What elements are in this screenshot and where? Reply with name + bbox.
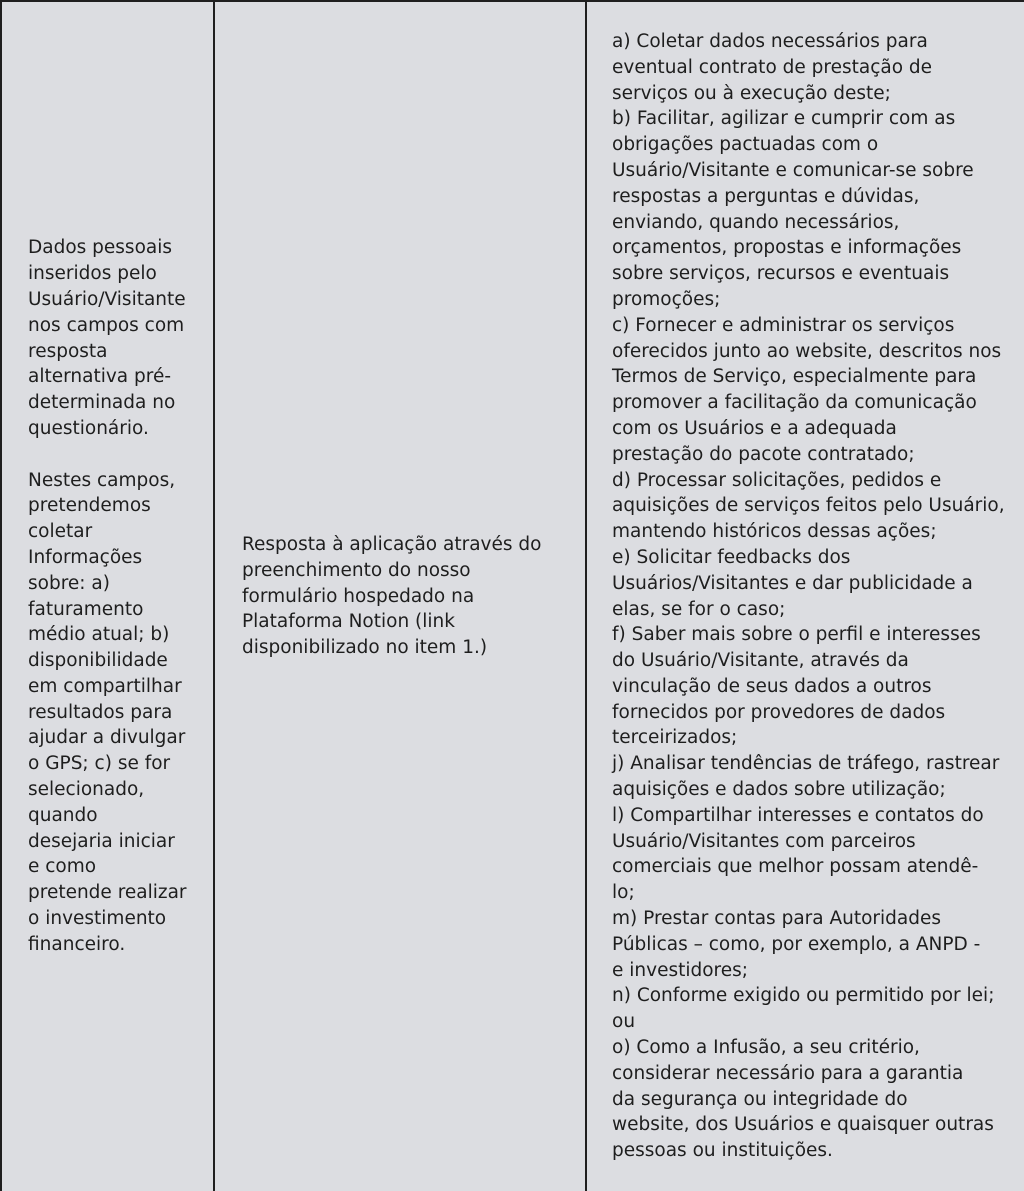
purpose-cell xyxy=(588,2,1024,1191)
purpose-text: a) Coletar dados necessários para eventual contrato de prestação de serviços ou à execução deste; b) Facilitar, agilizar e cumprir com as obrigações pactuadas com o Usuário/Visitante e comunicar-se sobre respostas a perguntas e dúvidas, enviando, quando necessários, orçamentos, propostas e informações sobre serviços, recursos e eventuais promoções; c) Fornecer e administrar os serviços oferecidos junto ao website, descritos nos Termos de Serviço, especialmente para promover a facilitação da comunicação com os Usuários e a adequada prestação do pacote contratado; d) Processar solicitações, pedidos e aquisições de serviços feitos pelo Usuário, mantendo históricos dessas ações; e) Solicitar feedbacks dos Usuários/Visitantes e dar publicidade a elas, se for o caso; f) Saber mais sobre o perfil e interesses do Usuário/Visitante, através da vinculação de seus dados a outros fornecidos por provedores de dados terceirizados; j) Analisar tendências de tráfego, rastrear aquisições e dados sobre utilização; l) Compartilhar interesses e contatos do Usuário/Visitantes com parceiros comerciais que melhor possam atendê- lo; m) Prestar contas para Autoridades Públicas – como, por exemplo, a ANPD - e investidores; n) Conforme exigido ou permitido por lei; ou o) Como a Infusão, a seu critério, considerar necessário para a garantia da segurança ou integridade do website, dos Usuários e quaisquer outras pessoas ou instituições. xyxy=(612,30,1005,1162)
data-type-text: Dados pessoais inseridos pelo Usuário/Visitante nos campos com resposta alternativa pré- determinada no questionário. Nestes campos, pretendemos coletar Informações sobre: a) faturamento médio atual; b) disponibilidade em compartilhar resultados para ajudar a divulgar o GPS; c) se for selecionado, quando desejaria iniciar e como pretende realizar o investimento financeiro. xyxy=(28,237,187,955)
collection-method-text: Resposta à aplicação através do preenchimento do nosso formulário hospedado na Plataforma Notion (link disponibilizado no item 1.) xyxy=(242,534,542,659)
collection-method-cell xyxy=(216,2,586,1191)
data-type-cell xyxy=(2,2,214,1191)
